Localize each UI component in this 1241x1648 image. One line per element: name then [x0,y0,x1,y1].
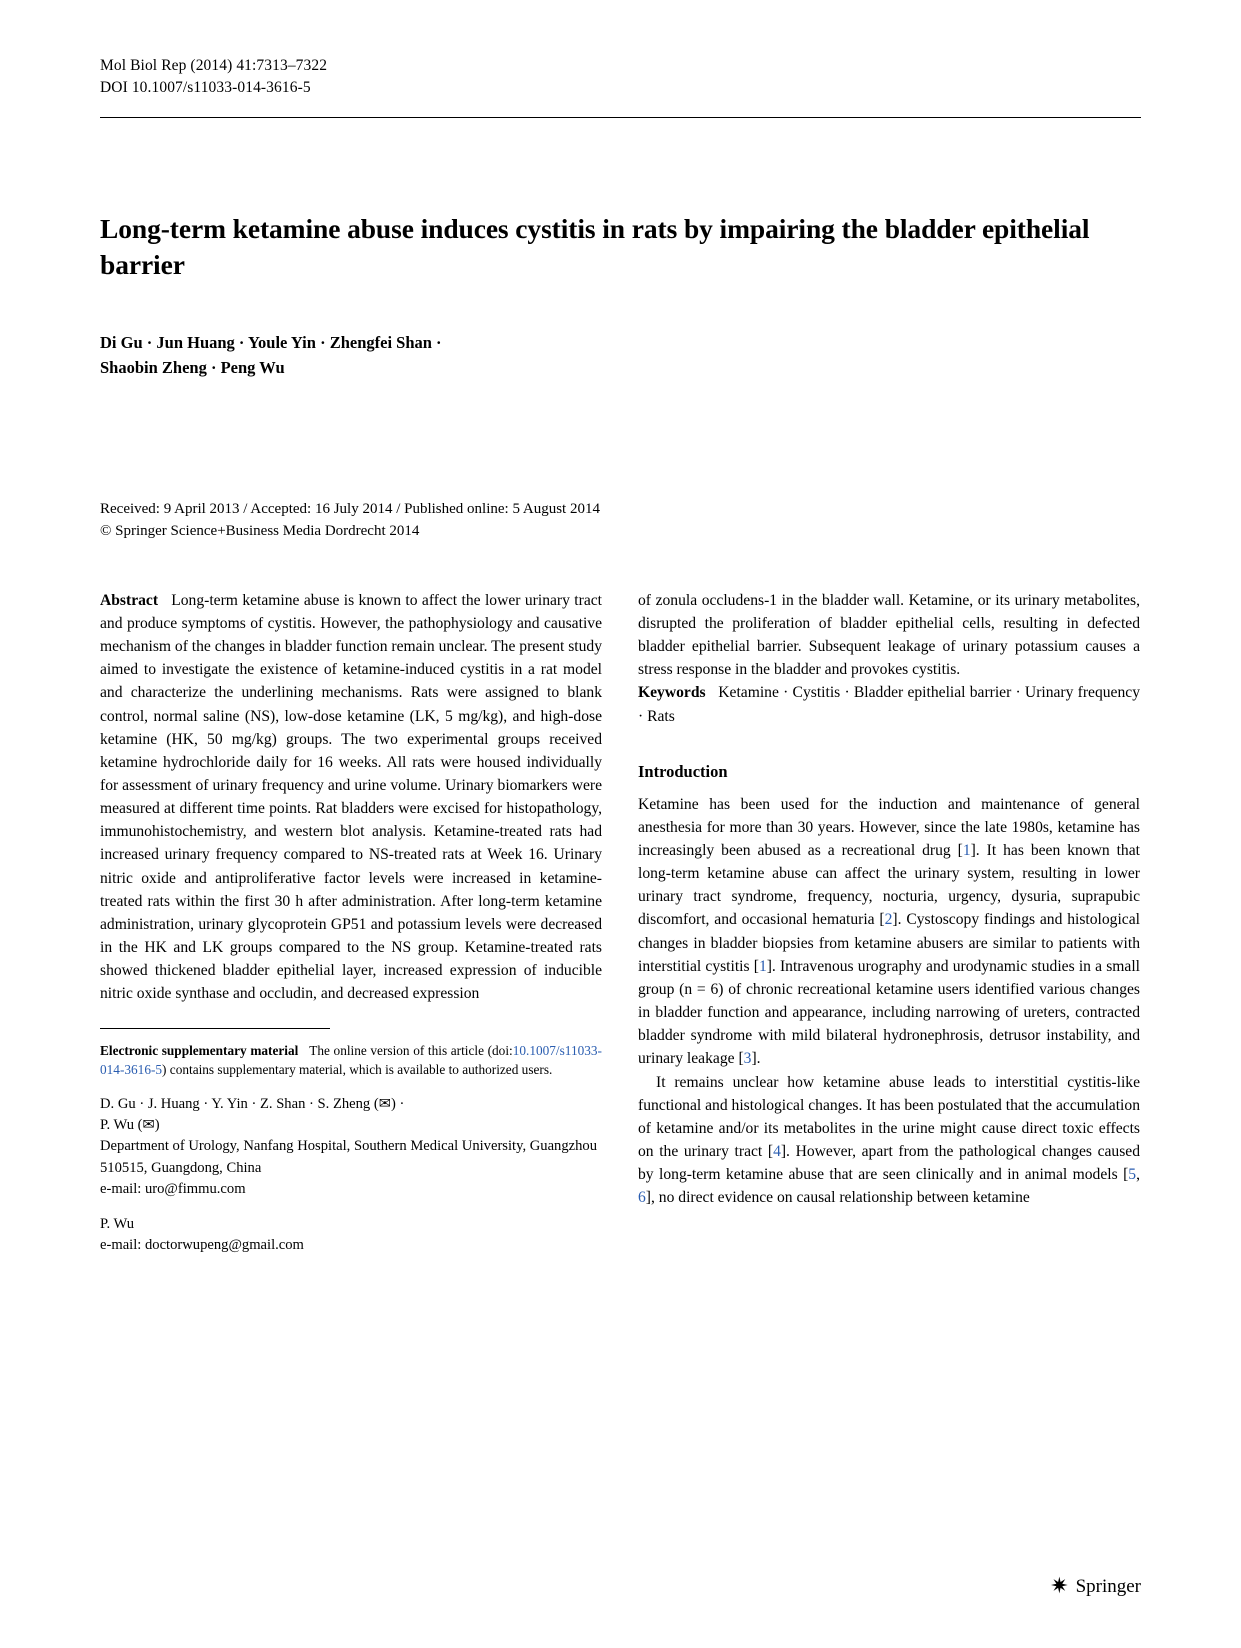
citation-ref-6[interactable]: 5 [1128,1166,1137,1184]
esm-text-a: The online version of this article (doi: [309,1042,513,1058]
second-correspondence-email: e-mail: doctorwupeng@gmail.com [100,1237,304,1254]
copyright-line: © Springer Science+Business Media Dordrecht 2014 [100,523,420,540]
citation-ref-5[interactable]: 4 [773,1143,781,1161]
esm-doi-link[interactable]: 10.1007/s11033-014-3616-5 [100,1042,602,1077]
intro-p1-d: ]. Intravenous urography and urodynamic studies in a small group (n = 6) of chronic recreational ketamine users identified various changes in bladder function and appearance, including narrowing of ureters, contracted bladder syndrome with mild bilateral hydronephrosis, detrusor instability, and urinary leakage [ [638,957,1140,1068]
publication-dates [100,498,1141,543]
footnote-divider [100,1028,330,1029]
citation-ref-2[interactable]: 2 [884,911,893,929]
correspondence-authors-2: P. Wu (✉) [100,1116,160,1133]
section-heading-introduction: Introduction [638,761,728,781]
header-divider [100,117,1141,118]
abstract-text: Long-term ketamine abuse is known to affect the lower urinary tract and produce symptoms of cystitis. However, the pathophysiology and causative mechanism of the changes in bladder function remain unclear. The present study aimed to investigate the existence of ketamine-induced cystitis in a rat model and characterize the underlining mechanisms. Rats were assigned to blank control, normal saline (NS), low-dose ketamine (LK, 5 mg/kg), and high-dose ketamine (HK, 50 mg/kg) groups. The two experimental groups received ketamine hydrochloride daily for 16 weeks. All rats were housed individually for assessment of urinary frequency and urine volume. Urinary biomarkers were measured at different time points. Rat bladders were excised for histopathology, immunohistochemistry, and western blot analysis. Ketamine-treated rats had increased urinary frequency compared to NS-treated rats at Week 16. Urinary nitric oxide and antiproliferative factor levels were increased in ketamine-treated rats within the first 30 h after administration. After long-term ketamine administration, urinary glycoprotein GP51 and potassium levels were decreased in the HK and LK groups compared to the NS group. Ketamine-treated rats showed thickened bladder epithelial layer, increased expression of inducible nitric oxide synthase and occludin, and decreased expression [100,591,603,1003]
keywords-paragraph [638,681,1140,727]
left-column [100,589,602,1257]
intro-paragraph-1 [638,793,1140,1071]
intro-p1-a: Ketamine has been used for the induction and maintenance of general anesthesia for more than 30 years. However, since the late 1980s, ketamine has increasingly been abused as a recreational drug [ [638,795,1140,859]
second-correspondence-block [100,1214,602,1257]
citation-ref-3[interactable]: 1 [758,957,767,975]
intro-p1-b: ]. It has been known that long-term ketamine abuse can affect the urinary system, resulting in lower urinary tract syndrome, frequency, nocturia, urgency, dysuria, suprapubic discomfort, and occasional hematuria [ [638,842,1140,929]
keywords-label: Keywords [638,684,706,702]
springer-mark-icon: ✷ [1050,1573,1069,1598]
author-list [100,330,1141,380]
journal-reference: Mol Biol Rep (2014) 41:7313–7322 [100,57,328,74]
second-correspondence-name: P. Wu [100,1216,135,1233]
publisher-logo [1050,1573,1141,1598]
supplementary-note [100,1042,602,1080]
citation-separator: , [1136,1166,1140,1184]
correspondence-affiliation: Department of Urology, Nanfang Hospital, Southern Medical University, Guangzhou 510515, Guangdong, China [100,1138,598,1176]
abstract-continuation: of zonula occludens-1 in the bladder wall. Ketamine, or its urinary metabolites, disrupted the proliferation of bladder epithelial cells, resulting in defected bladder epithelial barrier. Subsequent leakage of urinary potassium causes a stress response in the bladder and provokes cystitis. [638,591,1140,679]
page-content [100,55,1141,1257]
correspondence-email: e-mail: uro@fimmu.com [100,1180,246,1197]
correspondence-block [100,1094,602,1200]
intro-paragraph-2 [638,1071,1140,1210]
two-column-body [100,589,1141,1257]
intro-p1-e: ]. [751,1050,761,1068]
abstract-label: Abstract [100,591,159,609]
intro-p2-c: ], no direct evidence on causal relationship between ketamine [645,1189,1030,1207]
intro-p1-c: ]. Cystoscopy findings and histological changes in bladder biopsies from ketamine abusers are similar to patients with interstitial cystitis [ [638,911,1140,975]
author-line-2: Shaobin Zheng · Peng Wu [100,357,285,377]
intro-p2-a: It remains unclear how ketamine abuse leads to interstitial cystitis-like functional and histological changes. It has been postulated that the accumulation of ketamine and/or its metabolites in the urine might cause direct toxic effects on the urinary tract [ [638,1073,1140,1161]
esm-label: Electronic supplementary material [100,1042,299,1058]
doi-line: DOI 10.1007/s11033-014-3616-5 [100,79,311,96]
citation-ref-7[interactable]: 6 [638,1189,646,1207]
citation-ref-4[interactable]: 3 [743,1050,752,1068]
keywords-text: Ketamine · Cystitis · Bladder epithelial barrier · Urinary frequency · Rats [638,684,1140,725]
correspondence-authors-1: D. Gu · J. Huang · Y. Yin · Z. Shan · S. Zheng (✉) · [100,1095,405,1112]
publisher-name: Springer [1075,1576,1141,1597]
page-title: Long-term ketamine abuse induces cystitis in rats by impairing the bladder epithelial barrier [100,213,1090,281]
intro-p2-b: ]. However, apart from the pathological changes caused by long-term ketamine abuse that are seen clinically and in animal models [ [638,1143,1140,1184]
author-line-1: Di Gu · Jun Huang · Youle Yin · Zhengfei Shan · [100,332,442,352]
citation-ref-1[interactable]: 1 [962,842,971,859]
abstract-paragraph [100,589,602,1006]
esm-text-b: ) contains supplementary material, which is available to authorized users. [162,1061,553,1077]
right-column [638,589,1140,1257]
received-line: Received: 9 April 2013 / Accepted: 16 July 2014 / Published online: 5 August 2014 [100,500,600,517]
